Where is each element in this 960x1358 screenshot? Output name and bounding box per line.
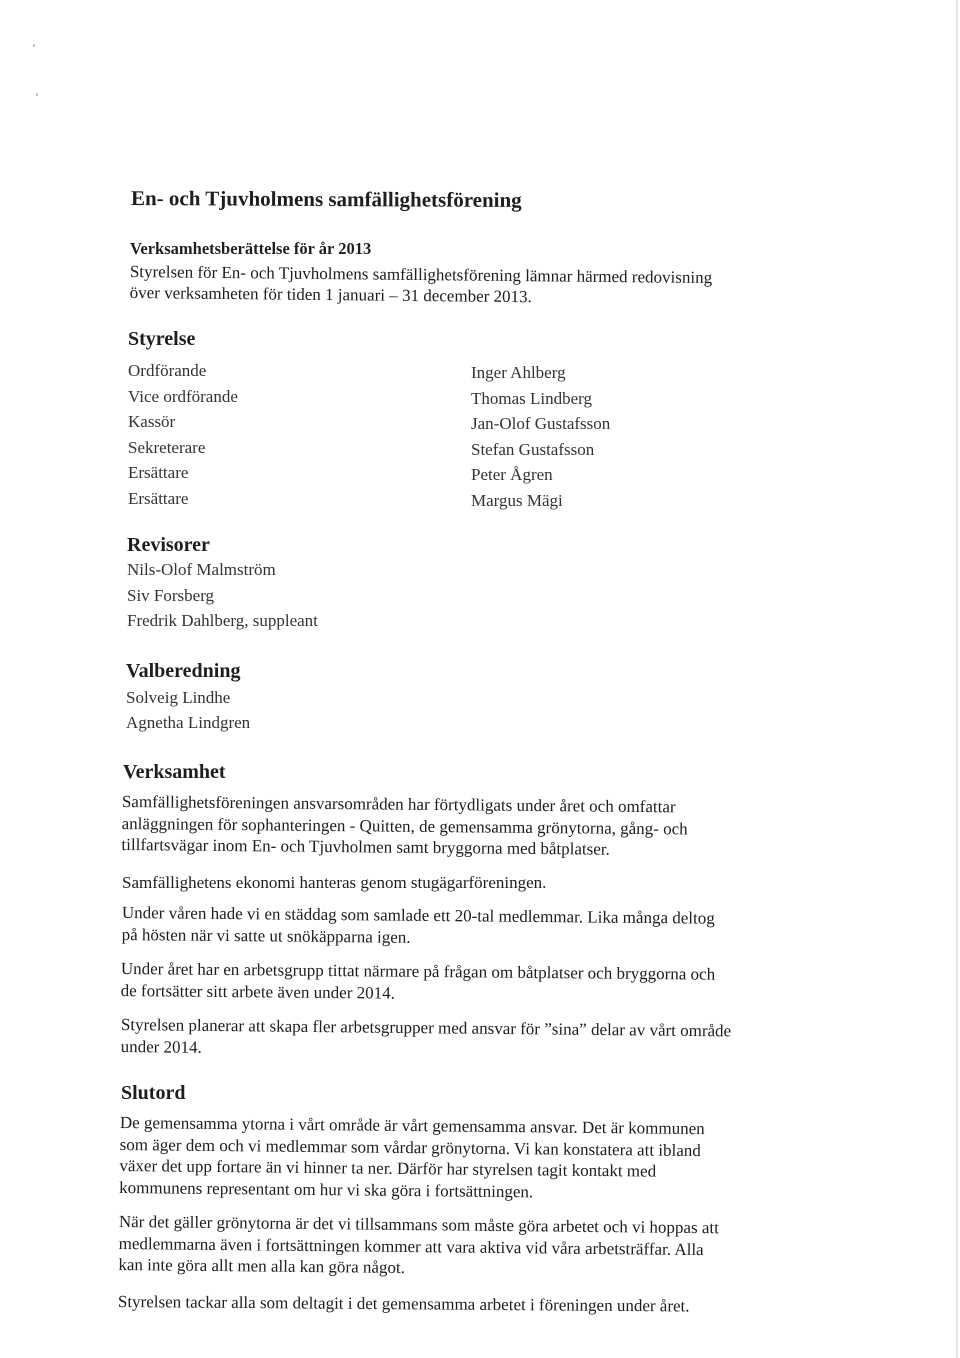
valberedning-name: Agnetha Lindgren	[126, 712, 251, 732]
text-line: De gemensamma ytorna i vårt område är vårt gemensamma ansvar. Det är kommunen	[119, 1113, 705, 1139]
board-member: Inger Ahlberg	[471, 363, 566, 382]
revisor-name: Siv Forsberg	[127, 585, 215, 605]
text-line: Samfällighetsföreningen ansvarsområden har förtydligats under året och omfattar	[121, 791, 676, 817]
text-line: som äger dem och vi medlemmar som vårdar grönytorna. Vi kan konstatera att ibland	[119, 1134, 701, 1160]
scan-speck	[36, 93, 38, 96]
intro-line: Styrelsen för En- och Tjuvholmens samfällighetsförening lämnar härmed redovisning	[129, 261, 713, 288]
text-line: under 2014.	[120, 1036, 202, 1057]
board-role: Ordförande	[128, 361, 207, 380]
styrelse-heading: Styrelse	[128, 328, 196, 350]
text-line: Samfällighetens ekonomi hanteras genom stugägarföreningen.	[122, 873, 547, 892]
slutord-paragraph	[119, 1112, 705, 1204]
verksamhet-paragraph	[122, 872, 546, 894]
text-line: växer det upp fortare än vi hinner ta ner. Därför har styrelsen tagit kontakt med	[119, 1155, 657, 1181]
board-role: Ersättare	[128, 463, 189, 483]
text-line: kan inte göra allt men alla kan göra något.	[118, 1254, 406, 1277]
board-names	[471, 360, 610, 514]
intro-line: över verksamheten för tiden 1 januari – 31 december 2013.	[129, 282, 532, 307]
report-heading: Verksamhetsberättelse för år 2013	[130, 239, 372, 258]
verksamhet-paragraph	[121, 1014, 732, 1063]
scan-speck	[33, 44, 35, 47]
revisorer-list	[127, 557, 318, 634]
board-member: Peter Ågren	[471, 465, 553, 485]
verksamhet-paragraph	[121, 791, 688, 861]
board-member: Stefan Gustafsson	[471, 439, 595, 459]
board-role: Kassör	[128, 412, 176, 432]
text-line: Under våren hade vi en städdag som samlade ett 20-tal medlemmar. Lika många deltog	[121, 902, 715, 928]
valberedning-name: Solveig Lindhe	[126, 688, 231, 707]
revisorer-heading: Revisorer	[127, 534, 210, 556]
board-role: Vice ordförande	[128, 386, 238, 406]
text-line: Styrelsen planerar att skapa fler arbetsgrupper med ansvar för ”sina” delar av vårt område	[120, 1014, 732, 1041]
intro-text	[130, 261, 713, 309]
page-title: En- och Tjuvholmens samfällighetsförening	[130, 186, 522, 213]
board-role: Sekreterare	[128, 437, 206, 457]
board-role: Ersättare	[128, 488, 189, 508]
scan-edge	[956, 0, 958, 1358]
text-line: Styrelsen tackar alla som deltagit i det gemensamma arbetet i föreningen under året.	[117, 1292, 690, 1316]
text-line: de fortsätter sitt arbete även under 2014.	[120, 980, 396, 1003]
board-member: Margus Mägi	[471, 490, 563, 510]
text-line: Under året har en arbetsgrupp tittat närmare på frågan om båtplatser och bryggorna och	[120, 958, 716, 984]
text-line: medlemmarna även i fortsättningen kommer att vara aktiva vid våra arbetsträffar. Alla	[118, 1233, 704, 1259]
verksamhet-paragraph	[122, 902, 715, 951]
text-line: kommunens representant om hur vi ska göra i fortsättningen.	[119, 1177, 534, 1201]
slutord-heading: Slutord	[121, 1082, 186, 1104]
text-line: på hösten när vi satte ut snökäpparna igen.	[121, 924, 411, 947]
text-line: tillfartsvägar inom En- och Tjuvholmen samt bryggorna med båtplatser.	[121, 834, 610, 859]
board-roles	[128, 358, 238, 512]
text-line: När det gäller grönytorna är det vi tillsammans som måste göra arbetet och vi hoppas att	[118, 1212, 719, 1238]
verksamhet-heading: Verksamhet	[123, 761, 226, 783]
text-line: anläggningen för sophanteringen - Quitten, de gemensamma grönytorna, gång- och	[121, 813, 688, 838]
slutord-paragraph	[118, 1211, 719, 1282]
valberedning-list	[126, 686, 250, 735]
slutord-paragraph	[118, 1291, 690, 1317]
revisor-name: Fredrik Dahlberg, suppleant	[127, 611, 318, 631]
valberedning-heading: Valberedning	[126, 660, 241, 682]
revisor-name: Nils-Olof Malmström	[127, 560, 276, 579]
board-member: Thomas Lindberg	[471, 388, 593, 408]
board-member: Jan-Olof Gustafsson	[471, 414, 611, 434]
verksamhet-paragraph	[121, 958, 716, 1007]
